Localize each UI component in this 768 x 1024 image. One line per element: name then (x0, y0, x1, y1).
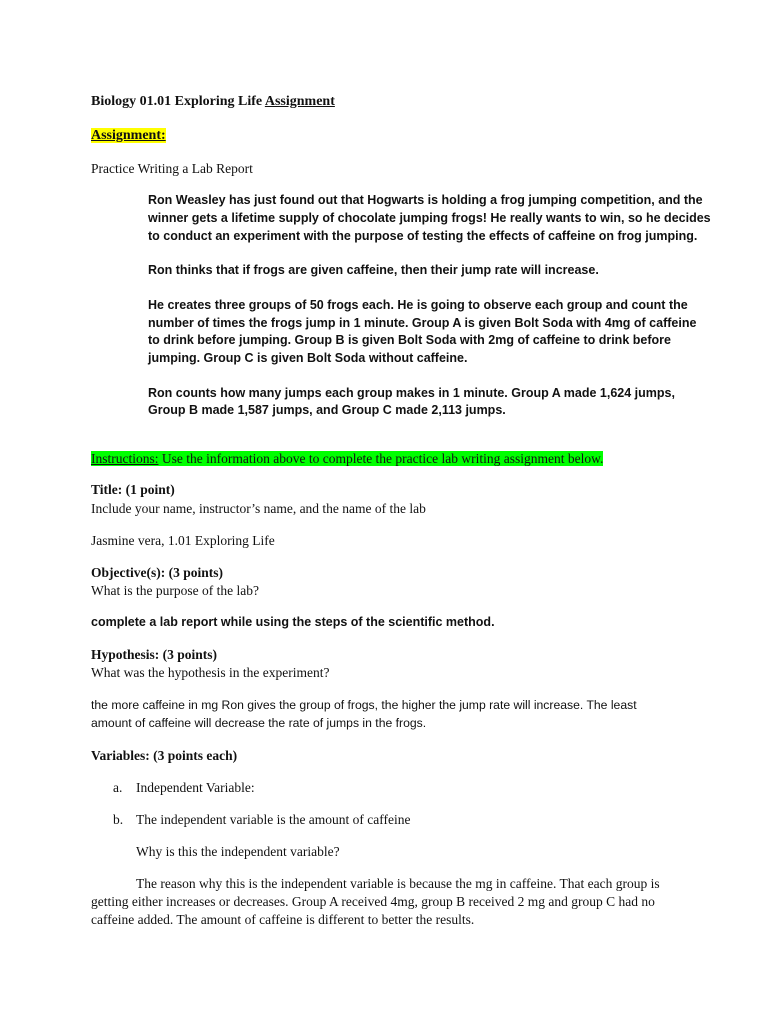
variables-item-a: Independent Variable: (136, 780, 255, 795)
scenario-p1-line-2: winner gets a lifetime supply of chocolate jumping frogs! He really wants to win, so he decides (148, 211, 711, 225)
instructions-text: Use the information above to complete the practice lab writing assignment below. (158, 451, 604, 466)
assignment-label-text: Assignment: (91, 128, 166, 143)
instructions-label: Instructions: (91, 451, 159, 466)
scenario-p3-line-1: He creates three groups of 50 frogs each. He is going to observe each group and count the (148, 298, 688, 312)
assignment-label (91, 127, 166, 145)
variables-why-question: Why is this the independent variable? (136, 844, 340, 859)
variables-reason-line-1: The reason why this is the independent variable is because the mg in caffeine. That each group is (136, 876, 660, 891)
variables-reason-line-3: caffeine added. The amount of caffeine is different to better the results. (91, 912, 475, 927)
variables-item-b-marker: b. (113, 812, 124, 827)
scenario-p1-line-3: to conduct an experiment with the purpose of testing the effects of caffeine on frog jumping. (148, 229, 698, 243)
variables-item-a-marker: a. (113, 780, 123, 795)
scenario-p3-line-4: jumping. Group C is given Bolt Soda without caffeine. (148, 351, 468, 365)
scenario-p2: Ron thinks that if frogs are given caffeine, then their jump rate will increase. (148, 263, 599, 277)
scenario-p3-line-2: number of times the frogs jump in 1 minute. Group A is given Bolt Soda with 4mg of caffeine (148, 316, 697, 330)
title-section-heading: Title: (1 point) (91, 482, 175, 497)
objective-section-answer: complete a lab report while using the steps of the scientific method. (91, 615, 495, 629)
hypothesis-answer-line-1: the more caffeine in mg Ron gives the group of frogs, the higher the jump rate will increase. The least (91, 698, 637, 712)
variables-reason-line-2: getting either increases or decreases. Group A received 4mg, group B received 2 mg and group C had no (91, 894, 655, 909)
variables-section-heading: Variables: (3 points each) (91, 748, 238, 763)
scenario-p4-line-2: Group B made 1,587 jumps, and Group C made 2,113 jumps. (148, 403, 506, 417)
document-title-text: Biology 01.01 Exploring Life (91, 94, 265, 109)
practice-heading: Practice Writing a Lab Report (91, 161, 253, 176)
hypothesis-section-heading: Hypothesis: (3 points) (91, 647, 218, 662)
objective-section-prompt: What is the purpose of the lab? (91, 583, 259, 598)
instructions-line (91, 450, 603, 468)
scenario-p1-line-1: Ron Weasley has just found out that Hogwarts is holding a frog jumping competition, and the (148, 193, 703, 207)
hypothesis-answer-line-2: amount of caffeine will decrease the rate of jumps in the frogs. (91, 716, 427, 730)
objective-section-heading: Objective(s): (3 points) (91, 565, 223, 580)
hypothesis-section-prompt: What was the hypothesis in the experiment? (91, 665, 330, 680)
title-section-answer: Jasmine vera, 1.01 Exploring Life (91, 533, 275, 548)
document-title (91, 93, 335, 111)
document-title-assignment: Assignment (264, 94, 335, 109)
scenario-p4-line-1: Ron counts how many jumps each group makes in 1 minute. Group A made 1,624 jumps, (148, 386, 675, 400)
title-section-prompt: Include your name, instructor’s name, and the name of the lab (91, 501, 426, 516)
variables-item-b: The independent variable is the amount of caffeine (136, 812, 411, 827)
scenario-p3-line-3: to drink before jumping. Group B is given Bolt Soda with 2mg of caffeine to drink before (148, 333, 671, 347)
